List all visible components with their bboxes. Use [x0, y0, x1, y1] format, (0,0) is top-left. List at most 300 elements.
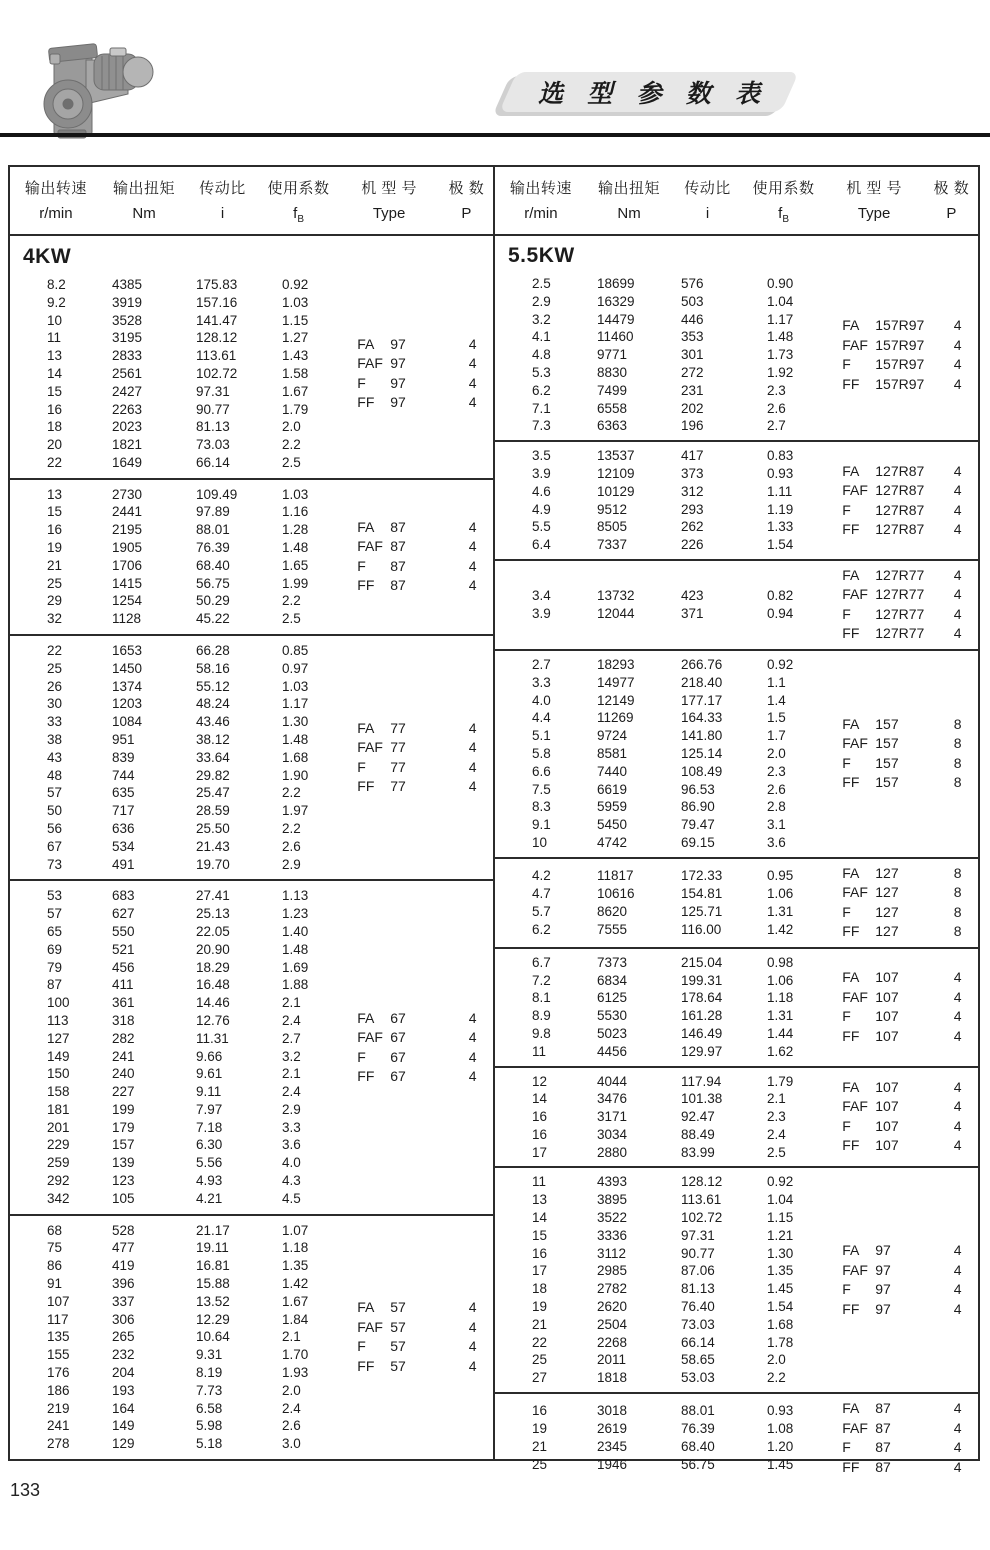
cell-output-speed: 8.3 — [532, 799, 551, 815]
type-list — [828, 1078, 978, 1156]
type-list — [343, 1298, 493, 1376]
cell-ratio: 141.47 — [196, 312, 238, 328]
cell-ratio: 27.41 — [196, 888, 230, 904]
type-row — [842, 1097, 978, 1117]
cell-output-speed: 21 — [532, 1439, 548, 1455]
type-prefix: FAF — [357, 355, 383, 372]
cell-service-factor: 1.73 — [767, 347, 794, 363]
cell-output-torque: 550 — [112, 923, 135, 939]
table-row — [47, 767, 343, 785]
cell-output-torque: 3528 — [112, 312, 143, 328]
cell-output-speed: 150 — [47, 1066, 70, 1082]
type-row — [842, 1007, 978, 1027]
cell-output-speed: 12 — [532, 1073, 548, 1089]
cell-ratio: 97.31 — [196, 383, 230, 399]
block-body — [495, 566, 978, 644]
row-list — [10, 642, 343, 873]
table-row — [532, 867, 828, 885]
type-model: 87 — [390, 538, 406, 555]
cell-service-factor: 1.23 — [282, 906, 309, 922]
cell-output-speed: 113 — [47, 1012, 69, 1028]
pole-count: 4 — [468, 518, 477, 535]
cell-output-speed: 26 — [47, 678, 63, 694]
cell-output-speed: 65 — [47, 923, 63, 939]
table-row — [532, 346, 828, 364]
cell-output-torque: 3919 — [112, 294, 143, 310]
type-row — [842, 715, 978, 735]
cell-output-torque: 2730 — [112, 486, 143, 502]
column-header — [495, 177, 587, 222]
cell-ratio: 9.11 — [196, 1084, 222, 1100]
type-prefix: FF — [357, 1357, 375, 1374]
pole-count: 4 — [953, 605, 962, 622]
cell-service-factor: 2.6 — [282, 1418, 301, 1434]
table-row — [532, 727, 828, 745]
cell-service-factor: 2.6 — [767, 781, 786, 797]
power-section-5.5kw — [493, 167, 978, 1475]
cell-output-torque: 4385 — [112, 276, 143, 292]
title-banner — [499, 72, 799, 112]
cell-output-torque: 123 — [112, 1173, 135, 1189]
page-title: 选 型 参 数 表 — [537, 81, 769, 108]
type-row — [842, 566, 978, 586]
cell-ratio: 58.65 — [681, 1352, 715, 1368]
cell-service-factor: 4.5 — [282, 1190, 301, 1206]
type-row — [842, 501, 978, 521]
table-row — [532, 483, 828, 501]
cell-service-factor: 0.93 — [767, 1403, 794, 1419]
cell-output-torque: 157 — [112, 1137, 135, 1153]
cell-output-speed: 5.8 — [532, 745, 551, 761]
pole-count: 8 — [953, 923, 962, 940]
type-row — [842, 754, 978, 774]
table-row — [532, 1144, 828, 1162]
cell-output-torque: 5530 — [597, 1008, 628, 1024]
gear-motor-image — [24, 32, 164, 142]
block-body — [10, 1222, 493, 1453]
cell-service-factor: 1.7 — [767, 728, 786, 744]
cell-ratio: 576 — [681, 276, 704, 291]
column-unit: Type — [857, 205, 891, 222]
cell-service-factor: 1.84 — [282, 1311, 309, 1327]
cell-output-speed: 107 — [47, 1293, 70, 1309]
table-row — [47, 486, 343, 504]
table-row — [532, 328, 828, 346]
pole-count: 4 — [953, 521, 962, 538]
cell-output-speed: 7.5 — [532, 781, 551, 797]
cell-output-speed: 14 — [47, 365, 63, 381]
row-list — [495, 275, 828, 435]
type-model: 107 — [875, 1027, 899, 1044]
type-row — [842, 1241, 978, 1261]
table-row — [532, 1173, 828, 1191]
cell-service-factor: 1.35 — [282, 1258, 309, 1274]
cell-ratio: 9.61 — [196, 1066, 223, 1082]
cell-output-torque: 683 — [112, 888, 135, 904]
pole-count: 4 — [468, 538, 477, 555]
row-list — [10, 887, 343, 1207]
cell-ratio: 196 — [681, 418, 704, 434]
cell-output-speed: 5.5 — [532, 519, 551, 535]
cell-output-speed: 4.8 — [532, 347, 551, 363]
row-list — [495, 656, 828, 852]
block-body — [10, 642, 493, 873]
cell-output-speed: 19 — [532, 1421, 548, 1437]
type-row — [842, 773, 978, 793]
cell-ratio: 164.33 — [681, 710, 723, 726]
cell-ratio: 45.22 — [196, 611, 230, 627]
pole-count: 4 — [953, 566, 962, 583]
cell-service-factor: 0.83 — [767, 448, 794, 464]
type-prefix: FA — [357, 719, 375, 736]
cell-ratio: 125.71 — [681, 903, 723, 919]
type-model: 77 — [390, 758, 406, 775]
pole-count: 4 — [468, 1318, 477, 1335]
type-prefix: FF — [357, 778, 375, 795]
cell-service-factor: 3.0 — [282, 1436, 301, 1452]
cell-output-torque: 3018 — [597, 1403, 628, 1419]
column-unit: r/min — [39, 205, 73, 222]
table-row — [532, 293, 828, 311]
cell-service-factor: 1.54 — [767, 537, 794, 553]
block-body — [10, 276, 493, 472]
block-body — [495, 1173, 978, 1387]
column-unit: Nm — [617, 205, 641, 222]
table-row — [47, 575, 343, 593]
table-row — [532, 1007, 828, 1025]
cell-service-factor: 1.03 — [282, 486, 309, 502]
cell-service-factor: 1.07 — [282, 1222, 309, 1238]
cell-output-torque: 337 — [112, 1293, 135, 1309]
cell-output-torque: 4742 — [597, 834, 628, 850]
cell-service-factor: 1.92 — [767, 364, 794, 380]
cell-service-factor: 1.06 — [767, 972, 794, 988]
data-block — [495, 440, 978, 559]
table-row — [532, 605, 828, 623]
cell-output-speed: 7.1 — [532, 400, 551, 416]
type-prefix: F — [357, 1338, 366, 1355]
power-heading: 5.5KW — [508, 244, 575, 267]
table-row — [532, 656, 828, 674]
table-row — [532, 1402, 828, 1420]
type-model: 77 — [390, 739, 406, 756]
cell-output-torque: 744 — [112, 767, 135, 783]
pole-count: 4 — [468, 1357, 477, 1374]
pole-count: 4 — [468, 719, 477, 736]
cell-output-speed: 79 — [47, 959, 63, 975]
cell-service-factor: 1.90 — [282, 767, 309, 783]
cell-output-torque: 179 — [112, 1119, 135, 1135]
cell-output-speed: 27 — [532, 1370, 548, 1386]
type-prefix: FA — [842, 864, 860, 881]
pole-count: 8 — [953, 754, 962, 771]
table-row — [47, 1136, 343, 1154]
cell-service-factor: 2.1 — [767, 1091, 786, 1107]
type-model: 107 — [875, 988, 899, 1005]
cell-output-torque: 534 — [112, 838, 135, 854]
table-row — [532, 1280, 828, 1298]
table-row — [47, 784, 343, 802]
cell-output-speed: 17 — [532, 1263, 548, 1279]
type-row — [357, 393, 493, 413]
cell-output-speed: 48 — [47, 767, 63, 783]
pole-count: 4 — [953, 988, 962, 1005]
pole-count: 4 — [953, 1117, 962, 1134]
pole-count: 4 — [953, 1008, 962, 1025]
type-row — [357, 576, 493, 596]
pole-count: 4 — [953, 375, 962, 392]
type-list — [828, 864, 978, 942]
pole-count: 4 — [953, 356, 962, 373]
cell-ratio: 21.43 — [196, 838, 230, 854]
cell-ratio: 215.04 — [681, 954, 723, 970]
cell-output-torque: 411 — [112, 977, 134, 993]
cell-service-factor: 2.4 — [767, 1126, 786, 1142]
pole-count: 4 — [468, 577, 477, 594]
type-model: 87 — [875, 1419, 891, 1436]
table-row — [532, 1298, 828, 1316]
column-header — [102, 177, 187, 222]
cell-service-factor: 2.7 — [282, 1030, 301, 1046]
cell-output-speed: 11 — [532, 1174, 547, 1190]
cell-output-torque: 7337 — [597, 537, 628, 553]
cell-output-torque: 11817 — [597, 868, 634, 884]
type-prefix: F — [357, 1048, 366, 1065]
cell-ratio: 417 — [681, 448, 704, 464]
table-row — [47, 329, 343, 347]
cell-ratio: 76.40 — [681, 1299, 715, 1315]
type-model: 67 — [390, 1048, 406, 1065]
cell-output-speed: 8.9 — [532, 1008, 551, 1024]
cell-output-speed: 29 — [47, 593, 63, 609]
cell-ratio: 22.05 — [196, 923, 230, 939]
cell-ratio: 13.52 — [196, 1293, 230, 1309]
column-unit: P — [946, 205, 957, 222]
type-model: 57 — [390, 1338, 406, 1355]
pole-count: 4 — [468, 394, 477, 411]
cell-ratio: 66.14 — [196, 454, 230, 470]
table-row — [532, 1073, 828, 1091]
cell-output-speed: 4.0 — [532, 692, 551, 708]
cell-output-torque: 396 — [112, 1276, 135, 1292]
cell-output-torque: 193 — [112, 1382, 135, 1398]
row-list — [495, 867, 828, 938]
cell-service-factor: 2.9 — [282, 856, 301, 872]
cell-service-factor: 1.03 — [282, 294, 309, 310]
cell-ratio: 12.29 — [196, 1311, 230, 1327]
type-prefix: FA — [842, 1242, 860, 1259]
cell-output-speed: 292 — [47, 1173, 70, 1189]
cell-service-factor: 1.42 — [282, 1276, 309, 1292]
cell-service-factor: 2.1 — [282, 995, 301, 1011]
type-model: 77 — [390, 719, 406, 736]
cell-ratio: 4.21 — [196, 1190, 223, 1206]
pole-count: 8 — [953, 774, 962, 791]
cell-service-factor: 1.67 — [282, 1293, 309, 1309]
cell-output-speed: 127 — [47, 1030, 70, 1046]
cell-ratio: 6.30 — [196, 1137, 223, 1153]
cell-output-speed: 158 — [47, 1084, 70, 1100]
table-row — [47, 436, 343, 454]
data-block — [495, 1066, 978, 1167]
column-header — [925, 177, 978, 222]
pole-count: 4 — [953, 586, 962, 603]
cell-output-speed: 86 — [47, 1258, 63, 1274]
type-list — [828, 1241, 978, 1319]
cell-service-factor: 1.5 — [767, 710, 786, 726]
table-row — [47, 1257, 343, 1275]
cell-ratio: 81.13 — [681, 1281, 715, 1297]
cell-output-torque: 13732 — [597, 588, 635, 604]
cell-output-speed: 9.2 — [47, 294, 66, 310]
type-prefix: FF — [842, 923, 860, 940]
table-row — [47, 1101, 343, 1119]
table-row — [532, 1369, 828, 1387]
column-unit-subscript: B — [297, 214, 304, 225]
cell-service-factor: 1.30 — [282, 714, 309, 730]
table-row — [47, 1154, 343, 1172]
pole-count: 8 — [953, 903, 962, 920]
cell-ratio: 88.01 — [681, 1403, 715, 1419]
cell-output-speed: 22 — [47, 643, 63, 659]
block-body — [495, 864, 978, 942]
cell-output-torque: 8581 — [597, 745, 628, 761]
table-row — [532, 1420, 828, 1438]
cell-output-speed: 75 — [47, 1240, 63, 1256]
type-row — [842, 1027, 978, 1047]
cell-output-torque: 4456 — [597, 1043, 628, 1059]
cell-ratio: 5.18 — [196, 1436, 223, 1452]
cell-output-torque: 635 — [112, 785, 135, 801]
type-prefix: FF — [842, 1458, 860, 1475]
type-prefix: FA — [357, 1299, 375, 1316]
cell-output-torque: 1415 — [112, 575, 143, 591]
table-row — [47, 1172, 343, 1190]
pole-count: 8 — [953, 735, 962, 752]
cell-ratio: 96.53 — [681, 781, 715, 797]
type-list — [343, 1009, 493, 1087]
table-row — [532, 1262, 828, 1280]
cell-output-speed: 56 — [47, 820, 63, 836]
column-header — [823, 177, 924, 222]
column-label: 输出扭矩 — [113, 180, 176, 197]
table-row — [532, 447, 828, 465]
table-row — [532, 587, 828, 605]
pole-count: 4 — [468, 1009, 477, 1026]
cell-ratio: 446 — [681, 311, 704, 327]
cell-output-torque: 11269 — [597, 710, 634, 726]
table-row — [532, 816, 828, 834]
cell-ratio: 97.89 — [196, 504, 230, 520]
type-prefix: FAF — [357, 739, 383, 756]
type-row — [842, 1136, 978, 1156]
type-prefix: F — [357, 374, 366, 391]
pole-count: 4 — [468, 1029, 477, 1045]
type-row — [357, 374, 493, 394]
pole-count: 4 — [953, 1137, 962, 1154]
cell-service-factor: 1.45 — [767, 1281, 794, 1297]
table-row — [532, 674, 828, 692]
type-row — [357, 1009, 493, 1029]
table-row — [532, 364, 828, 382]
selection-parameter-table — [8, 165, 980, 1475]
cell-output-speed: 25 — [532, 1456, 548, 1472]
cell-output-speed: 10 — [47, 312, 63, 328]
type-row — [357, 1067, 493, 1087]
cell-output-speed: 3.9 — [532, 465, 551, 481]
type-prefix: FF — [842, 1300, 860, 1317]
cell-output-speed: 6.2 — [532, 382, 551, 398]
table-row — [532, 692, 828, 710]
table-row — [47, 1346, 343, 1364]
cell-ratio: 312 — [681, 483, 704, 499]
cell-output-torque: 7555 — [597, 921, 628, 937]
table-row — [532, 745, 828, 763]
type-row — [842, 1261, 978, 1281]
table-row — [47, 276, 343, 294]
table-row — [47, 1030, 343, 1048]
cell-output-torque: 2833 — [112, 348, 143, 364]
type-list — [828, 968, 978, 1046]
cell-ratio: 76.39 — [196, 540, 230, 556]
table-row — [47, 838, 343, 856]
type-model: 67 — [390, 1068, 406, 1084]
table-row — [47, 521, 343, 539]
table-row — [47, 856, 343, 874]
pole-count: 4 — [468, 374, 477, 391]
table-row — [47, 365, 343, 383]
column-unit: r/min — [524, 205, 558, 222]
cell-output-torque: 6125 — [597, 990, 628, 1006]
cell-output-torque: 1706 — [112, 557, 143, 573]
cell-output-speed: 69 — [47, 941, 63, 957]
column-label: 输出转速 — [509, 180, 572, 197]
cell-service-factor: 1.40 — [282, 923, 309, 939]
cell-output-torque: 2504 — [597, 1316, 628, 1332]
type-model: 87 — [390, 518, 406, 535]
type-model: 87 — [875, 1439, 891, 1456]
page-number: 133 — [10, 1480, 41, 1500]
cell-service-factor: 0.92 — [767, 1174, 794, 1190]
table-row — [47, 418, 343, 436]
cell-output-torque: 8620 — [597, 903, 628, 919]
cell-service-factor: 1.35 — [767, 1263, 794, 1279]
cell-output-speed: 16 — [532, 1109, 548, 1125]
cell-service-factor: 1.31 — [767, 1008, 794, 1024]
type-list — [343, 719, 493, 797]
cell-ratio: 55.12 — [196, 678, 230, 694]
cell-service-factor: 0.92 — [767, 656, 794, 672]
cell-output-speed: 5.3 — [532, 364, 551, 380]
cell-service-factor: 1.45 — [767, 1456, 794, 1472]
type-model: 127 — [875, 903, 899, 920]
cell-ratio: 28.59 — [196, 803, 230, 819]
cell-output-torque: 1450 — [112, 660, 143, 676]
table-row — [47, 610, 343, 628]
cell-output-speed: 4.2 — [532, 868, 551, 884]
table-row — [47, 557, 343, 575]
type-model: 157 — [875, 715, 899, 732]
cell-output-torque: 1203 — [112, 696, 143, 712]
cell-output-speed: 7.2 — [532, 972, 551, 988]
cell-service-factor: 2.1 — [282, 1329, 301, 1345]
cell-output-speed: 11 — [532, 1043, 547, 1059]
cell-output-speed: 6.6 — [532, 763, 551, 779]
table-row — [47, 887, 343, 905]
cell-ratio: 16.48 — [196, 977, 230, 993]
cell-output-torque: 149 — [112, 1418, 135, 1434]
cell-output-torque: 1128 — [112, 611, 142, 627]
